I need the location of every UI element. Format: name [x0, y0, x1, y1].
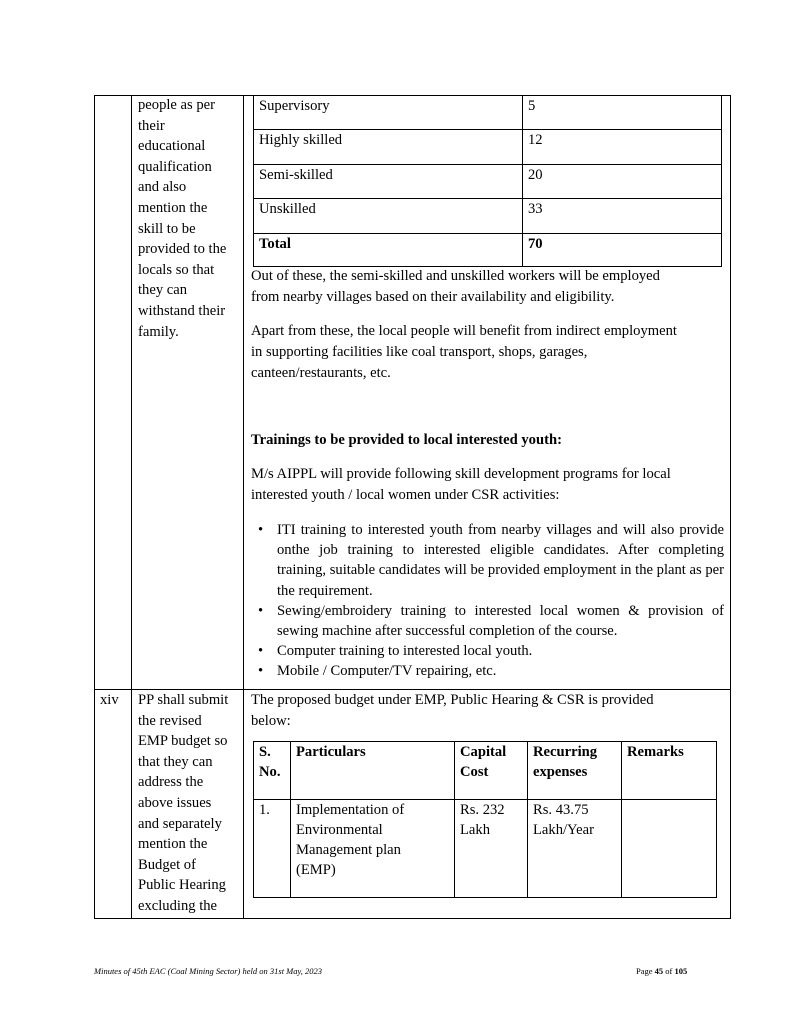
- condition-line: their: [138, 117, 165, 134]
- skill-value: 12: [523, 130, 722, 165]
- header-capital: [455, 742, 528, 800]
- list-item-text: Mobile / Computer/TV repairing, etc.: [277, 663, 497, 680]
- condition-line: that they can: [138, 753, 213, 770]
- footer-minutes: Minutes of 45th EAC (Coal Mining Sector) held on 31st May, 2023: [94, 966, 323, 976]
- condition-line: skill to be: [138, 220, 196, 237]
- header-text: Recurring: [533, 744, 598, 760]
- header-remarks: Remarks: [622, 742, 717, 800]
- header-text: expenses: [533, 764, 588, 780]
- skill-label: Highly skilled: [254, 130, 523, 165]
- budget-intro: [251, 690, 726, 732]
- header-recurring: [528, 742, 622, 800]
- training-heading: Trainings to be provided to local interested youth:: [251, 432, 562, 448]
- list-item: [252, 661, 724, 681]
- condition-line: address the: [138, 774, 204, 791]
- paragraph-line: Apart from these, the local people will benefit from indirect employment: [251, 323, 677, 339]
- skill-value: 33: [523, 199, 722, 234]
- indirect-employment-paragraph: [251, 321, 726, 384]
- cell-text: Lakh/Year: [533, 822, 594, 838]
- bullet-icon: •: [258, 522, 264, 538]
- outer-border-left: [94, 95, 95, 919]
- cell-text: Management plan: [296, 842, 401, 858]
- col-divider-2: [243, 95, 244, 919]
- cell-remarks: [622, 800, 717, 898]
- condition-line: family.: [138, 323, 179, 340]
- page-of: of: [665, 966, 673, 976]
- budget-table: [253, 741, 717, 898]
- header-text: Capital: [460, 744, 507, 760]
- bullet-icon: •: [258, 643, 264, 660]
- condition-line: excluding the: [138, 897, 218, 914]
- outer-border-right: [730, 95, 731, 919]
- condition-line: educational: [138, 138, 206, 155]
- condition-line: locals so that: [138, 261, 215, 278]
- cell-capital: [455, 800, 528, 898]
- list-item: [252, 601, 724, 641]
- paragraph-line: in supporting facilities like coal transport, shops, garages,: [251, 344, 588, 360]
- list-item-text: Sewing/embroidery training to interested local women & provision of sewing machine after successful completion of the course.: [277, 602, 724, 640]
- bullet-icon: •: [258, 663, 264, 680]
- list-item: [252, 520, 724, 601]
- total-label: Total: [254, 234, 523, 267]
- condition-line: withstand their: [138, 302, 226, 319]
- paragraph-line: The proposed budget under EMP, Public Hearing & CSR is provided: [251, 692, 654, 708]
- total-value: 70: [523, 234, 722, 267]
- condition-line: and separately: [138, 815, 222, 832]
- training-intro: [251, 464, 726, 506]
- condition-line: qualification: [138, 158, 212, 175]
- cell-text: (EMP): [296, 862, 336, 878]
- header-text: S.: [259, 744, 271, 760]
- condition-line: Budget of: [138, 856, 196, 873]
- table-row: [254, 800, 717, 898]
- skill-label: Unskilled: [254, 199, 523, 234]
- header-particulars: Particulars: [291, 742, 455, 800]
- cell-text: Lakh: [460, 822, 490, 838]
- condition-line: EMP budget so: [138, 733, 228, 750]
- cell-text: Implementation of: [296, 802, 405, 818]
- list-item: [252, 641, 724, 661]
- cell-particulars: [291, 800, 455, 898]
- skill-value: 5: [523, 96, 722, 130]
- list-item-text: Computer training to interested local youth.: [277, 643, 533, 660]
- skill-table: [253, 95, 722, 267]
- table-row-total: [254, 234, 722, 267]
- table-row: [254, 130, 722, 165]
- paragraph-line: canteen/restaurants, etc.: [251, 365, 391, 381]
- skill-label: Supervisory: [254, 96, 523, 130]
- condition-line: people as per: [138, 97, 215, 113]
- table-row: [254, 96, 722, 130]
- outer-border-bottom: [94, 918, 731, 919]
- footer-page-number: [636, 966, 687, 976]
- page-current: 45: [654, 966, 664, 976]
- condition-text-xiii: [138, 95, 238, 342]
- condition-line: mention the: [138, 836, 208, 853]
- skill-label: Semi-skilled: [254, 165, 523, 199]
- condition-line: mention the: [138, 199, 208, 216]
- header-text: Cost: [460, 764, 489, 780]
- training-list: [252, 520, 724, 682]
- page-total: 105: [674, 966, 688, 976]
- condition-line: and also: [138, 179, 187, 196]
- paragraph-line: from nearby villages based on their availability and eligibility.: [251, 289, 615, 305]
- condition-line: above issues: [138, 794, 212, 811]
- table-header-row: [254, 742, 717, 800]
- employment-paragraph: [251, 266, 726, 308]
- page-label: Page: [636, 966, 653, 976]
- condition-text-xiv: [138, 690, 238, 917]
- condition-line: they can: [138, 282, 188, 299]
- condition-line: PP shall submit: [138, 692, 229, 708]
- row-number: xiv: [100, 692, 119, 708]
- paragraph-line: Out of these, the semi-skilled and unskilled workers will be employed: [251, 268, 660, 284]
- bullet-icon: •: [258, 602, 264, 619]
- cell-recurring: [528, 800, 622, 898]
- cell-text: Rs. 43.75: [533, 802, 589, 818]
- condition-line: provided to the: [138, 241, 227, 258]
- paragraph-line: below:: [251, 713, 291, 729]
- header-text: No.: [259, 764, 281, 780]
- skill-value: 20: [523, 165, 722, 199]
- col-divider-1: [131, 95, 132, 919]
- list-item-text: ITI training to interested youth from nearby villages and will also provide onthe job training to interested eligible candidates. After completing training, suitable candidates will be provided employment in the plant as per the requirement.: [277, 522, 724, 599]
- condition-line: Public Hearing: [138, 877, 226, 894]
- cell-text: Environmental: [296, 822, 383, 838]
- paragraph-line: interested youth / local women under CSR activities:: [251, 487, 560, 503]
- cell-text: Rs. 232: [460, 802, 505, 818]
- cell-sno: 1.: [254, 800, 291, 898]
- header-sno: [254, 742, 291, 800]
- condition-line: the revised: [138, 712, 202, 729]
- paragraph-line: M/s AIPPL will provide following skill development programs for local: [251, 466, 671, 482]
- table-row: [254, 165, 722, 199]
- table-row: [254, 199, 722, 234]
